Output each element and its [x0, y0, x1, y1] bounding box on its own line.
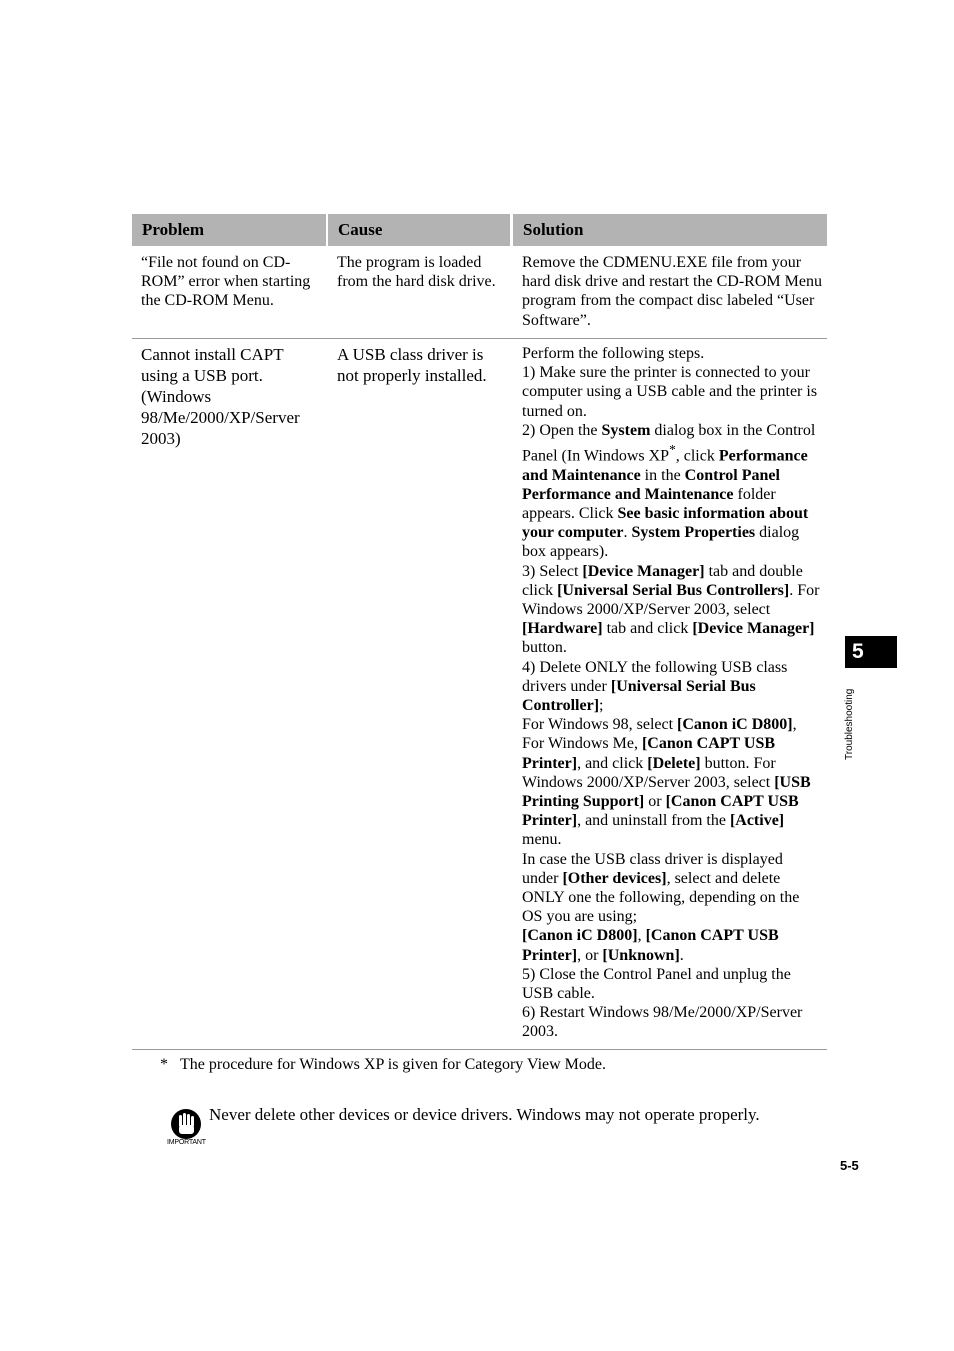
footnote-text: The procedure for Windows XP is given for Category View Mode. — [180, 1056, 607, 1073]
header-cause: Cause — [328, 214, 510, 246]
header-problem: Problem — [132, 214, 326, 246]
table-row — [132, 339, 827, 1050]
solution-step: 1) Make sure the printer is connected to your computer using a USB cable and the printer is turned on. — [522, 364, 818, 420]
chapter-tab — [845, 636, 897, 668]
problem-cell: “File not found on CD-ROM” error when starting the CD-ROM Menu. — [141, 254, 311, 310]
solution-step: For Windows 98, select [Canon iC D800], For Windows Me, [Canon CAPT USB Printer], and click [Delete] button. For Windows 2000/XP/Server 2003, select [USB Printing Support] or [Canon CAPT USB Printer], and uninstall from the [Active] menu. — [522, 716, 811, 849]
solution-step: 4) Delete ONLY the following USB class drivers under [Universal Serial Bus Controller]; — [522, 658, 788, 714]
solution-step: [Canon iC D800], [Canon CAPT USB Printer], or [Unknown]. — [522, 927, 779, 964]
solution-cell: Remove the CDMENU.EXE file from your hard disk drive and restart the CD-ROM Menu program from the compact disc labeled “User Software”. — [522, 254, 822, 329]
page-number: 5-5 — [840, 1158, 859, 1173]
solution-step: In case the USB class driver is displayed under [Other devices], select and delete ONLY one the following, depending on the OS you are using; — [522, 850, 800, 926]
footnote-mark: * — [160, 1056, 168, 1073]
solution-cell — [522, 344, 822, 1042]
footnote — [160, 1055, 606, 1074]
solution-step: 6) Restart Windows 98/Me/2000/XP/Server 2003. — [522, 1004, 803, 1041]
chapter-number: 5 — [852, 640, 864, 663]
solution-step: 5) Close the Control Panel and unplug the USB cable. — [522, 965, 791, 1003]
cause-cell: The program is loaded from the hard disk drive. — [337, 254, 496, 291]
table-header-row — [132, 214, 827, 246]
solution-step: Perform the following steps. — [522, 345, 705, 362]
troubleshooting-table — [132, 214, 827, 1050]
problem-cell: Cannot install CAPT using a USB port. (Windows 98/Me/2000/XP/Server 2003) — [141, 345, 300, 448]
solution-step: 3) Select [Device Manager] tab and double click [Universal Serial Bus Controllers]. For Windows 2000/XP/Server 2003, select [Hardware] tab and click [Device Manager] button. — [522, 562, 820, 657]
important-label: IMPORTANT — [167, 1139, 206, 1146]
table-row — [132, 246, 827, 339]
header-solution: Solution — [513, 214, 827, 246]
solution-step: 2) Open the System dialog box in the Control Panel (In Windows XP*, click Performance and Maintenance in the Control Panel Performance and Maintenance folder appears. Click See basic information about your computer. System Properties dialog box appears). — [522, 421, 816, 561]
important-note: Never delete other devices or device drivers. Windows may not operate properly. — [209, 1105, 760, 1124]
cause-cell: A USB class driver is not properly installed. — [337, 345, 487, 385]
chapter-title: Troubleshooting — [844, 688, 855, 760]
